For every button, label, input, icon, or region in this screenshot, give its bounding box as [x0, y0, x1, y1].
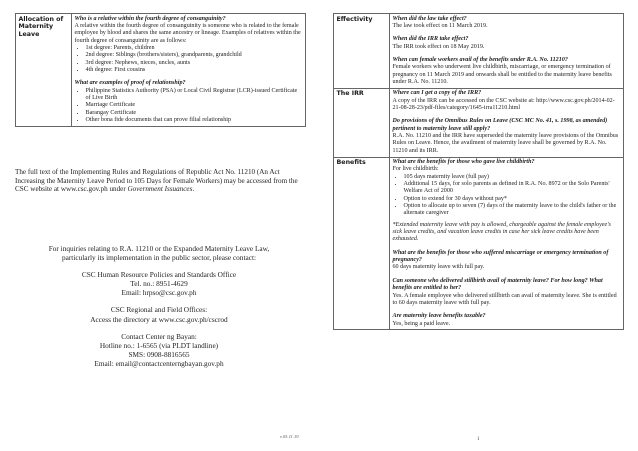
version-label: v.05.11.19: [280, 434, 299, 439]
regional-line: CSC Regional and Field Offices:: [110, 305, 208, 315]
fulltext-end: .: [192, 185, 195, 194]
hrpso-line: Email: hrpso@csc.gov.ph: [121, 288, 197, 298]
irr-row: [334, 88, 624, 157]
answer-avail: Female workers who underwent live childbirth, miscarriage, or emergency termination of pregnancy on 11 March 2019 and onwards shall be entitled to the maternity leave benefits under R.A. No. 11210.: [392, 64, 612, 85]
question-miscarriage: What are the benefits for those who suffered miscarriage or emergency termination of pregnancy?: [392, 249, 609, 264]
inquiry-block: [6, 244, 312, 262]
hrpso-line: Tel. no.: 8951-4629: [130, 279, 188, 289]
answer-irr-effect: The IRR took effect on 18 May 2019.: [392, 43, 485, 50]
question-irr-effect: When did the IRR take effect?: [392, 36, 469, 43]
benefit-item: • Option to allocate up to seven (7) days of the maternity leave to the child's father or the alternate caregiver: [404, 203, 621, 218]
hrpso-block: [6, 270, 312, 297]
question-live-birth: What are the benefits for those who gave live childbirth?: [392, 159, 535, 165]
degree-item: • 3rd degree: Nephews, nieces, uncles, aunts: [86, 60, 303, 67]
degree-item: • 4th degree: First cousins: [86, 67, 303, 74]
proof-item: • Other bona fide documents that can prove filial relationship: [86, 117, 303, 124]
answer-omnibus: R.A. No. 11210 and the IRR have superseded the maternity leave provisions of the Omnibus Rules on Leave. Hence, the availment of maternity leave shall be governed by R.A. No. 11210 and its IRR.: [392, 132, 619, 154]
question-proof: What are examples of proof of relationship?: [74, 80, 186, 87]
answer-stillbirth: Yes. A female employee who delivered stillbirth can avail of maternity leave. She is entitled to 60 days maternity leave with full pay.: [392, 292, 617, 306]
question-omnibus: Do provisions of the Omnibus Rules on Leave (CSC MC No. 41, s. 1998, as amended) pertinent to maternity leave still apply?: [392, 118, 608, 132]
answer-miscarriage: 60 days maternity leave with full pay.: [392, 264, 485, 271]
contact-section: [6, 244, 312, 376]
contact-center-line: Hotline no.: 1-6565 (via PLDT landline): [99, 340, 219, 350]
page-number: 1: [477, 437, 480, 442]
answer-consanguinity: A relative within the fourth degree of consanguinity is someone who is related to the female employee by blood and shares the same ancestry or lineage. Examples of relatives within the fourth degree of consanguinity are as follows:: [74, 22, 301, 44]
extended-leave-note: *Extended maternity leave with pay is allowed, chargeable against the female employee's sick leave credits, and vacation leave credits in case her sick leave credits have been exhausted.: [392, 221, 611, 243]
proof-item: • Philippine Statistics Authority (PSA) or Local Civil Registrar (LCR)-issued Certificate of Live Birth: [86, 88, 303, 103]
answer-taxable: Yes, being a paid leave.: [392, 320, 451, 327]
benefits-label: Benefits: [334, 157, 390, 330]
benefits-row: [334, 157, 624, 330]
proof-list: [75, 88, 303, 125]
degree-item: • 1st degree: Parents, children: [86, 45, 303, 52]
answer-irr-copy: A copy of the IRR can be accessed on the CSC website at: http://www.csc.gov.ph/2014-02-21-08-28-23/pdf-files/category/1645-irra11210.html: [392, 97, 615, 111]
benefit-list: [393, 174, 621, 218]
degree-item: • 2nd degree: Siblings (brothers/sisters), grandparents, grandchild: [86, 52, 303, 59]
allocation-content: [72, 14, 306, 127]
benefit-item: • Additional 15 days, for solo parents as defined in R.A. No. 8972 or the Solo Parents' Welfare Act of 2000: [404, 181, 621, 196]
proof-item: • Marriage Certificate: [86, 102, 303, 109]
allocation-table: [15, 13, 306, 127]
contact-center-line: SMS: 0908-8816565: [128, 349, 190, 359]
fulltext-main: The full text of the Implementing Rules and Regulations of Republic Act No. 11210 (An Act Increasing the Maternity Leave Period to 105 Days for Female Workers) may be accessed from the CSC website at www.csc.gov.ph under: [15, 168, 298, 194]
irr-label: The IRR: [334, 88, 390, 157]
inquiry-line: For inquiries relating to R.A. 11210 or the Expanded Maternity Leave Law,: [48, 244, 270, 253]
contact-center-line: Email: email@contactcenterngbayan.gov.ph: [94, 358, 224, 368]
regional-block: [6, 305, 312, 323]
contact-center-line: Contact Center ng Bayan:: [121, 331, 197, 341]
regional-line: Access the directory at www.csc.gov.ph/cscrod: [90, 314, 228, 324]
question-law-effect: When did the law take effect?: [392, 15, 467, 22]
allocation-label: Allocation of Maternity Leave: [16, 14, 72, 127]
question-stillbirth: Can someone who delivered stillbirth avail of maternity leave? For how long? What benefits are entitled to her?: [392, 277, 603, 292]
inquiry-line: particularly its implementation in the public sector, please contact:: [61, 253, 257, 263]
contact-center-block: [6, 332, 312, 368]
irr-content: [390, 88, 624, 157]
answer-live-birth-intro: For live childbirth:: [392, 166, 439, 173]
hrpso-line: CSC Human Resource Policies and Standards Office: [81, 270, 237, 280]
effectivity-row: [334, 14, 624, 89]
benefits-content: [390, 157, 624, 330]
degree-list: [75, 45, 303, 74]
proof-item: • Barangay Certificate: [86, 110, 303, 117]
benefit-item: • 105 days maternity leave (full pay): [404, 174, 621, 181]
question-consanguinity: Who is a relative within the fourth degree of consanguinity?: [74, 15, 226, 22]
question-taxable: Are maternity leave benefits taxable?: [392, 313, 486, 320]
fulltext-italic: Government Issuances: [127, 185, 193, 194]
effectivity-label: Effectivity: [334, 14, 390, 89]
question-avail: When can female workers avail of the benefits under R.A. No. 11210?: [392, 56, 568, 63]
question-irr-copy: Where can I get a copy of the IRR?: [392, 90, 482, 97]
fulltext-paragraph: [15, 168, 306, 194]
effectivity-content: [390, 14, 624, 89]
right-page: [319, 0, 638, 451]
faq-table: [333, 13, 624, 330]
answer-law-effect: The law took effect on 11 March 2019.: [392, 22, 488, 29]
benefit-item: • Option to extend for 30 days without pay*: [404, 196, 621, 203]
